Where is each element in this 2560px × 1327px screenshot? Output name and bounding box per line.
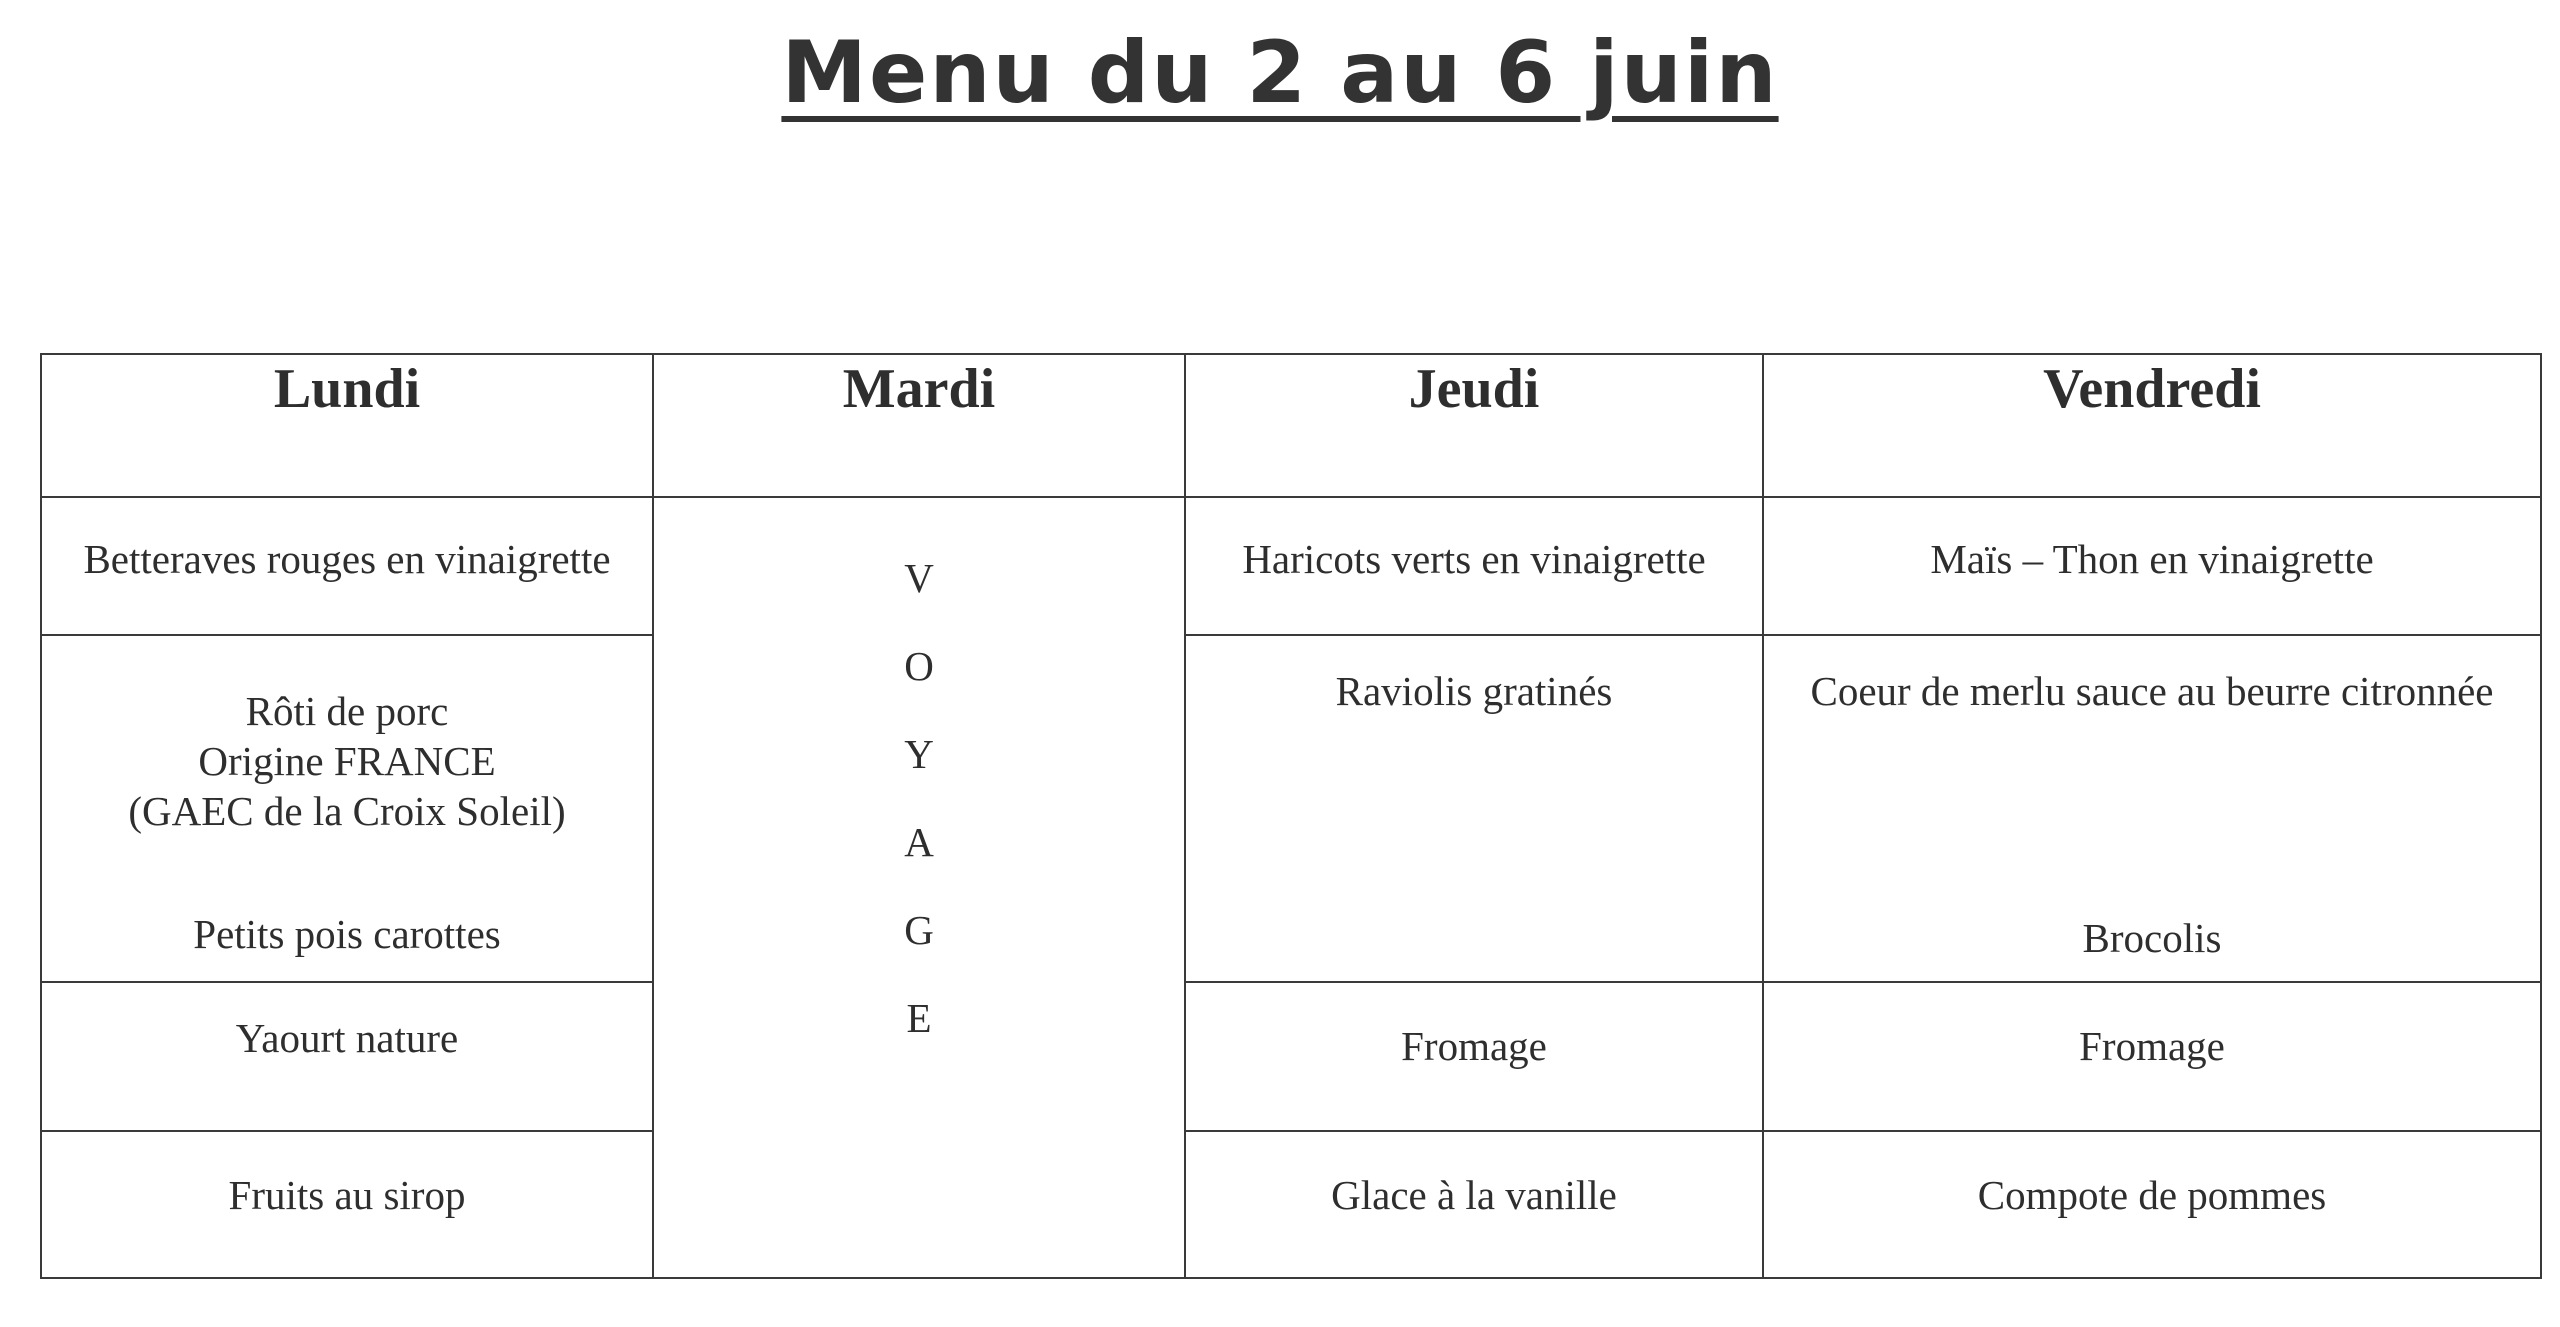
- vendredi-accompagnement: Brocolis: [2082, 915, 2222, 961]
- vendredi-laitage: Fromage: [1763, 982, 2541, 1131]
- day-header-mardi: Mardi: [653, 354, 1185, 497]
- voyage-letter: A: [904, 819, 934, 865]
- lundi-plat-line: Origine FRANCE: [198, 738, 496, 784]
- vendredi-entree: Maïs – Thon en vinaigrette: [1763, 497, 2541, 635]
- vendredi-plat-cell: [1763, 635, 2541, 982]
- jeudi-dessert: Glace à la vanille: [1185, 1131, 1763, 1278]
- lundi-plat-cell: [41, 635, 653, 982]
- lundi-dessert: Fruits au sirop: [41, 1131, 653, 1278]
- lundi-plat: [42, 686, 652, 836]
- day-header-lundi: Lundi: [41, 354, 653, 497]
- lundi-plat-line: (GAEC de la Croix Soleil): [128, 788, 566, 834]
- voyage-letter: V: [904, 555, 934, 601]
- jeudi-laitage: Fromage: [1185, 982, 1763, 1131]
- voyage-letter: E: [906, 995, 932, 1041]
- jeudi-entree: Haricots verts en vinaigrette: [1185, 497, 1763, 635]
- page-title-text: Menu du 2 au 6 juin: [781, 23, 1779, 123]
- laitage-row: [41, 982, 2541, 1131]
- day-header-vendredi: Vendredi: [1763, 354, 2541, 497]
- plat-row: [41, 635, 2541, 982]
- lundi-laitage: Yaourt nature: [41, 982, 653, 1131]
- jeudi-plat: Raviolis gratinés: [1335, 668, 1613, 714]
- voyage-letter: G: [904, 907, 934, 953]
- vendredi-plat: Coeur de merlu sauce au beurre citronnée: [1810, 668, 2494, 714]
- voyage-vertical-text: [654, 534, 1184, 1062]
- page-title: [0, 18, 2560, 128]
- lundi-accompagnement: Petits pois carottes: [193, 911, 501, 957]
- day-header-row: [41, 354, 2541, 497]
- entree-row: [41, 497, 2541, 635]
- jeudi-plat-cell: [1185, 635, 1763, 982]
- day-header-jeudi: Jeudi: [1185, 354, 1763, 497]
- menu-table: [40, 353, 2542, 1279]
- dessert-row: [41, 1131, 2541, 1278]
- vendredi-dessert: Compote de pommes: [1763, 1131, 2541, 1278]
- voyage-letter: O: [904, 643, 934, 689]
- lundi-plat-line: Rôti de porc: [245, 688, 449, 734]
- mardi-voyage-cell: [653, 497, 1185, 1278]
- voyage-letter: Y: [904, 731, 934, 777]
- lundi-entree: Betteraves rouges en vinaigrette: [41, 497, 653, 635]
